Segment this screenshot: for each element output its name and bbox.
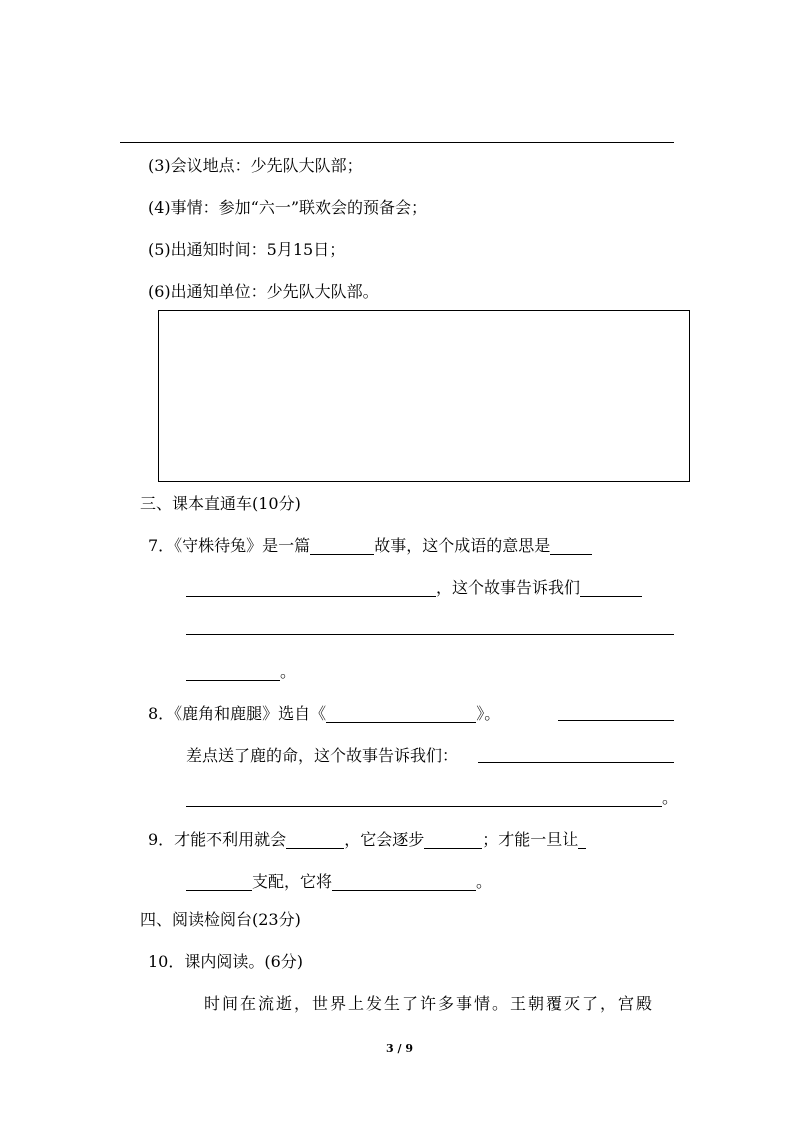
q9-text-1: 9．才能不利用就会 [148, 830, 287, 849]
q9-blank-5[interactable] [332, 874, 476, 891]
question-10-title: 10．课内阅读。(6分) [148, 952, 304, 971]
q9-text-2: ，它会逐步 [344, 830, 425, 849]
answer-box[interactable] [158, 310, 690, 482]
notice-item-5: (5)出通知时间：5月15日； [148, 240, 346, 259]
q7-text-2: 故事，这个成语的意思是 [374, 536, 551, 555]
top-rule [120, 142, 674, 143]
q9-blank-3[interactable] [578, 832, 586, 849]
question-7-line-1 [148, 536, 592, 556]
question-9-line-1 [148, 830, 586, 850]
q9-blank-2[interactable] [424, 832, 482, 849]
q8-blank-4[interactable] [186, 790, 662, 807]
reading-passage-line: 时间在流逝，世界上发生了许多事情。王朝覆灭了，宫殿 [204, 994, 655, 1013]
q8-blank-2[interactable] [558, 720, 674, 721]
q9-blank-1[interactable] [286, 832, 344, 849]
notice-item-6: (6)出通知单位：少先队大队部。 [148, 282, 379, 301]
q8-blank-1[interactable] [326, 706, 476, 723]
question-9-line-2 [186, 872, 492, 892]
question-8-line-2 [186, 746, 458, 766]
q7-blank-4[interactable] [580, 580, 642, 597]
q8-text-2: 》。 [476, 704, 501, 723]
q7-blank-line[interactable] [186, 634, 674, 635]
question-8-line-1 [148, 704, 500, 724]
q9-blank-4[interactable] [186, 874, 252, 891]
q7-blank-2[interactable] [550, 538, 592, 555]
q8-end: 。 [662, 788, 679, 807]
q7-blank-3[interactable] [186, 580, 436, 597]
q8-blank-3[interactable] [478, 762, 674, 763]
q7-end: 。 [280, 662, 297, 681]
question-7-line-2 [186, 578, 642, 598]
q8-text-1: 8．《鹿角和鹿腿》选自《 [148, 704, 327, 723]
q7-blank-5[interactable] [186, 664, 280, 681]
q7-text-3: ，这个故事告诉我们 [436, 578, 581, 597]
notice-item-3: (3)会议地点：少先队大队部； [148, 156, 363, 175]
q8-text-3: 差点送了鹿的命，这个故事告诉我们： [186, 746, 459, 765]
section-3-title: 三、课本直通车(10分) [140, 494, 301, 513]
page-number: 3 / 9 [386, 1042, 413, 1055]
q9-text-4: 支配，它将 [252, 872, 333, 891]
q7-text-1: 7．《守株待兔》是一篇 [148, 536, 311, 555]
question-7-line-4 [186, 662, 296, 682]
question-8-line-3 [186, 788, 678, 808]
section-4-title: 四、阅读检阅台(23分) [140, 910, 301, 929]
notice-item-4: (4)事情：参加“六一”联欢会的预备会； [148, 198, 428, 217]
q9-end: 。 [476, 872, 493, 891]
q7-blank-1[interactable] [310, 538, 374, 555]
q9-text-3: ；才能一旦让 [482, 830, 579, 849]
